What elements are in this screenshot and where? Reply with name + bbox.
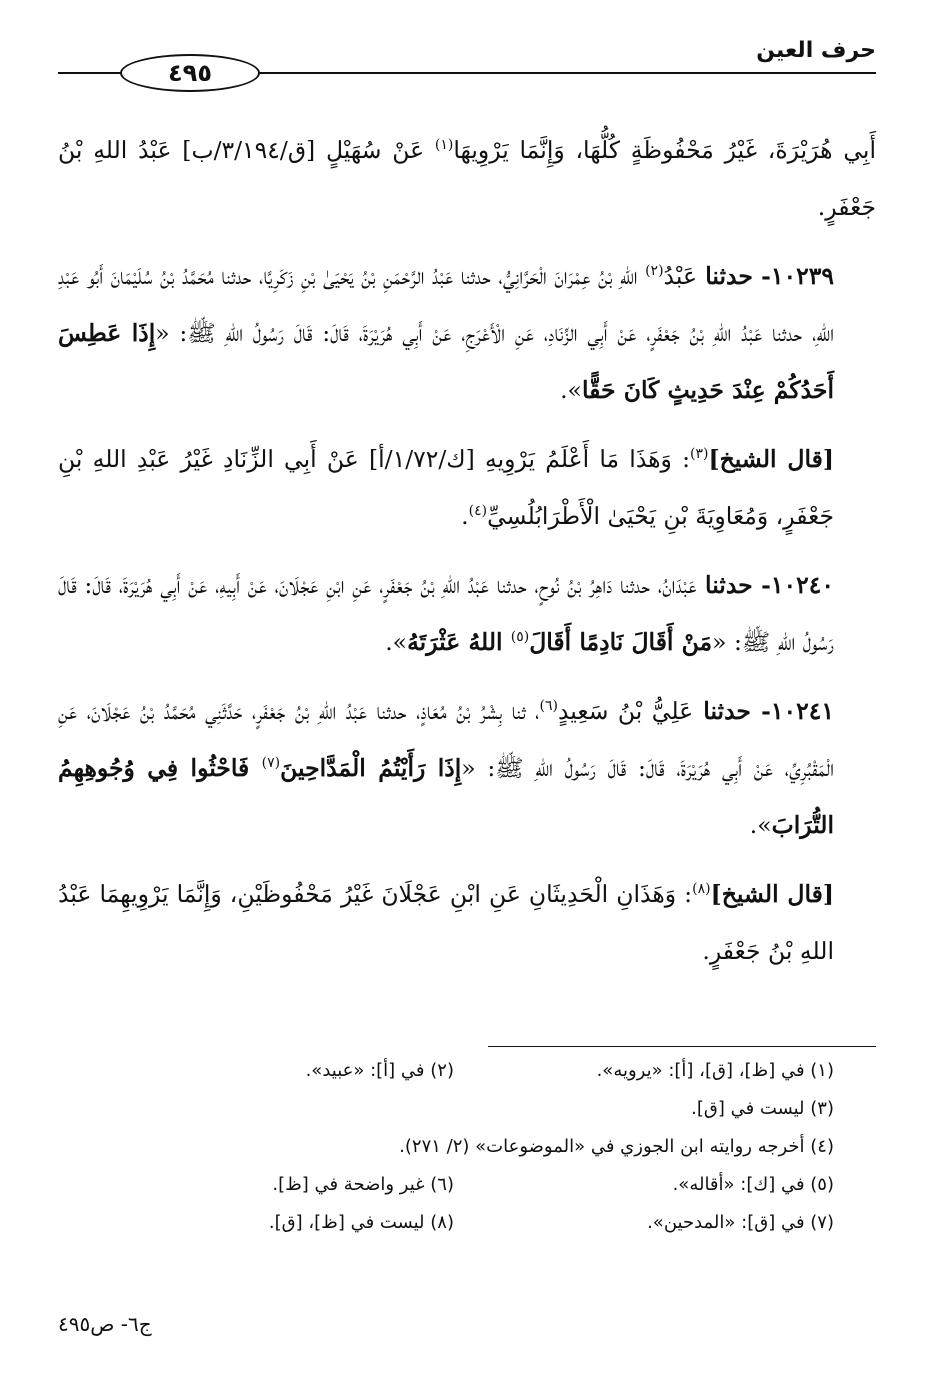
text-run: ، ثنا بِشْرُ بْنُ مُعَاذٍ، حدثنا عَبْدُ اللهِ بْنُ جَعْفَرٍ، حَدَّثَنِي مُحَمَّدُ بْنُ عَجْلَانَ، عَنِ الْمَقْبُرِيِّ، عَنْ أَبِي هُرَيْرَةَ، قَالَ: قَالَ رَسُولُ اللهِ ﷺ: « bbox=[58, 697, 835, 782]
footnote: (٤) أخرجه روايته ابن الجوزي في «الموضوعات» (٢/ ٢٧١). bbox=[399, 1136, 834, 1157]
footnote-rule bbox=[488, 1046, 876, 1047]
footnote-row bbox=[120, 1128, 834, 1166]
footnote: (٦) غير واضحة في [ظ]. bbox=[272, 1174, 454, 1195]
bold-text: فَاحْثُوا فِي وُجُوهِهِمُ التُّرَابَ bbox=[58, 754, 834, 839]
main-text bbox=[58, 122, 876, 980]
footnote-marker: (٥) bbox=[510, 629, 530, 646]
footnote-marker: (٧) bbox=[261, 755, 281, 772]
bold-text: اللهُ عَثْرَتَهُ bbox=[407, 628, 511, 656]
footnote: (١) في [ظ]، [ق]، [أ]: «يرويه». bbox=[596, 1060, 834, 1081]
footnote: (٣) ليست في [ق]. bbox=[691, 1098, 834, 1119]
text-run: اللهِ بْنُ عِمْرَانَ الْحَرَّانِيُّ، حدثنا عَبْدُ الرَّحْمَنِ بْنُ يَحْيَىٰ بْنِ زَكَرِيَّا، حدثنا مُحَمَّدُ بْنُ سُلَيْمَانَ أَبُو عَبْدِ اللهِ، حدثنا عَبْدُ اللهِ بْنُ جَعْفَرٍ، عَنْ أَبِي الزِّنَادِ، عَنِ الْأَعْرَجِ، عَنْ أَبِي هُرَيْرَةَ، قَالَ: قَالَ رَسُولُ اللهِ ﷺ: « bbox=[58, 262, 834, 347]
bold-text: مَنْ أَقَالَ نَادِمًا أَقَالَ bbox=[529, 628, 713, 656]
footnote-row bbox=[120, 1052, 834, 1090]
footnote: (٥) في [ك]: «أقاله». bbox=[672, 1174, 834, 1195]
footnote-row bbox=[120, 1166, 834, 1204]
footnote-marker: (٢) bbox=[645, 263, 664, 280]
text-run: عَبْدُ bbox=[663, 262, 697, 290]
footnote-marker: (٨) bbox=[692, 881, 711, 898]
chapter-title: حرف العين bbox=[756, 38, 876, 63]
bold-text: ١٠٢٤٠- حدثنا bbox=[696, 571, 834, 599]
text-run: : وَهَذَانِ الْحَدِيثَانِ عَنِ ابْنِ عَجْلَانَ غَيْرُ مَحْفُوظَيْنِ، وَإِنَّمَا يَرْوِيهِمَا عَبْدُ اللهِ بْنُ جَعْفَرٍ. bbox=[58, 880, 834, 965]
footnote: (٧) في [ق]: «المدحين». bbox=[647, 1212, 834, 1233]
paragraph bbox=[58, 683, 876, 854]
text-run: ». bbox=[385, 628, 408, 656]
text-run: عَبْدَانُ، حدثنا دَاهِرُ بْنُ نُوحٍ، حدثنا عَبْدُ اللهِ بْنُ جَعْفَرٍ، عَنِ ابْنِ عَجْلَانَ، عَنْ أَبِيهِ، عَنْ أَبِي هُرَيْرَةَ، قَالَ: قَالَ رَسُولُ اللهِ ﷺ: « bbox=[58, 571, 834, 656]
page-header bbox=[58, 38, 876, 90]
footnotes bbox=[120, 1052, 834, 1242]
bold-text: إِذَا عَطِسَ أَحَدُكُمْ عِنْدَ حَدِيثٍ كَانَ حَقًّا bbox=[58, 319, 834, 404]
text-run: . bbox=[461, 502, 469, 530]
bold-text: ١٠٢٣٩- حدثنا bbox=[696, 262, 834, 290]
paragraph bbox=[58, 248, 876, 419]
paragraph bbox=[58, 431, 876, 545]
footnote-marker: (٤) bbox=[468, 503, 488, 520]
footnote-marker: (١) bbox=[434, 137, 454, 154]
text-run: ». bbox=[560, 376, 582, 404]
footnote: (٢) في [أ]: «عبيد». bbox=[305, 1060, 454, 1081]
text-run: أَبِي هُرَيْرَةَ، غَيْرُ مَحْفُوظَةٍ كُلُّهَا، وَإِنَّمَا يَرْوِيهَا bbox=[453, 136, 876, 164]
text-run: عَنْ سُهَيْلٍ [ق/٣/١٩٤/ب] عَبْدُ اللهِ بْنُ جَعْفَرٍ. bbox=[58, 136, 876, 221]
footnote-row bbox=[120, 1090, 834, 1128]
footnote-marker: (٦) bbox=[539, 698, 558, 715]
footnote: (٨) ليست في [ظ]، [ق]. bbox=[268, 1212, 454, 1233]
paragraph bbox=[58, 866, 876, 980]
bold-text: إِذَا رَأَيْتُمُ الْمَدَّاحِينَ bbox=[280, 754, 462, 782]
paragraph bbox=[58, 122, 876, 236]
footnote-marker: (٣) bbox=[690, 446, 709, 463]
bold-text: [قال الشيخ] bbox=[710, 880, 834, 908]
bold-text: [قال الشيخ] bbox=[708, 445, 834, 473]
text-run: ». bbox=[749, 811, 772, 839]
page-number-badge: ٤٩٥ bbox=[120, 54, 260, 92]
text-run: : وَهَذَا مَا أَعْلَمُ يَرْوِيهِ [ك/١/٧٢/أ] عَنْ أَبِي الزِّنَادِ غَيْرُ عَبْدِ اللهِ بْنِ جَعْفَرٍ، وَمُعَاوِيَةَ بْنِ يَحْيَىٰ الْأَطْرَابُلُسِيِّ bbox=[58, 445, 834, 530]
volume-page-reference: ج٦- ص٤٩٥ bbox=[58, 1312, 152, 1336]
bold-text: ١٠٢٤١- حدثنا bbox=[693, 697, 834, 725]
paragraph bbox=[58, 557, 876, 671]
footnote-row bbox=[120, 1204, 834, 1242]
text-run: عَلِيُّ بْنُ سَعِيدٍ bbox=[557, 697, 694, 725]
